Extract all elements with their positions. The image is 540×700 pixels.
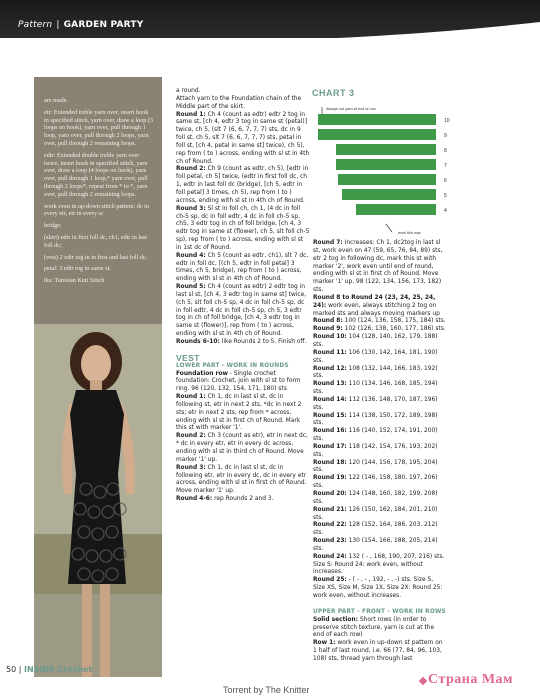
instruction-text: 104 (128, 140, 162, 179, 188) sts. (313, 334, 438, 348)
instruction-lead: Round 22: (313, 522, 347, 529)
instruction-lead: Round 1: (176, 394, 206, 401)
instruction-paragraph (176, 206, 310, 253)
instruction-lead: Round 20: (313, 491, 347, 497)
instruction-paragraph (176, 496, 310, 504)
instruction-text: work even, always stitching 2 tog on marked sts and always moving markers up (313, 302, 440, 317)
abbreviation-item: edtr: Extended double treble yarn over twice, insert hook in specified stitch, yarn over, draw a loop (4 loops on hook), yarn over, pull through 1 loop,* yarn over, pull through 2 loops*, repeat from * to *, yarn over, pull through 2 remaining loops. (44, 151, 148, 198)
chart-row-number: 5 (444, 193, 447, 199)
abbreviation-item: petal: 3 edtr tog in same st. (44, 265, 111, 273)
instruction-text: - Single crochet foundation: Crochet, join with sl st to form ring. 96 (120, 132, 154, 171, 180) sts (176, 370, 301, 393)
instruction-text: rep Rounds 2 and 3. (212, 496, 274, 503)
header-title: GARDEN PARTY (63, 20, 144, 30)
instruction-text: Short rows (in order to preserve stitch texture, yarn is cut at the end of each row) (313, 616, 435, 639)
instruction-lead: Round 2: (176, 433, 206, 440)
instruction-text: Attach yarn to the Foundation chain of the Middle part of the skirt. (176, 95, 302, 110)
instruction-paragraph (176, 433, 310, 464)
instruction-text: Sl st in foll ch, ch 1, (4 dc in foll ch-5 sp, dc in foll edtr, 4 dc in foll ch-5 sp, ch5, 3 edtr tog in ch of foll bridge, [ch 4, 3 edtr tog in same st (flower), ch 5, slt foll ch-5 sp), rep from ( to ) across, ending with sl st in 1st dc of Round. (176, 205, 310, 251)
chart-bar (338, 174, 436, 185)
instruction-lead: Round 3: (176, 464, 206, 471)
chart-row-number: 4 (444, 208, 447, 214)
instruction-text: Ch 4 (count as edtr) edtr 2 tog in same st, [ch 4, edtr 3 tog in same st (petal)] twice, ch 5, (slt 7 (6, 6, 7, 7, 7) sts, dc in 9 foll st, ch 5, slt 7 (6, 6, 7, 7, 7) sts, petal in foll st, [ch 4, petal in same st] twice), ch 5), rep from ( to ) across, ending with sl st in 4th ch of Round. (176, 111, 310, 165)
vest-increase-column (313, 240, 447, 664)
logo-text: Страна Мам (428, 672, 514, 687)
instruction-paragraph (176, 371, 310, 395)
instruction-paragraph (313, 444, 447, 460)
instruction-lead: Round 4-6: (176, 496, 213, 503)
chart-bar (318, 114, 436, 125)
instruction-text: - ( - , - , 192, - , -) sts. Size S, Size XS, Size M, Size 1X, Size 2X: Round 25: work even, without increases. (313, 577, 443, 599)
abbreviations-list (44, 97, 154, 289)
instruction-lead: Round 8 to Round 24 (23, 24, 25, 24, 24): (313, 294, 436, 309)
instruction-lead: Round 12: (313, 365, 347, 372)
chart-row-number: 10 (444, 118, 450, 124)
instruction-lead: Round 16: (313, 428, 347, 435)
instruction-text: 116 (140, 152, 174, 191, 200) sts. (313, 428, 438, 443)
instruction-paragraph (313, 475, 447, 491)
instruction-lead: Round 15: (313, 412, 347, 419)
model-illustration (34, 324, 162, 677)
instruction-text: 102 (126, 138, 160, 177, 186) sts. (342, 326, 446, 333)
instruction-text: 132 ( - , 168, 190, 207, 216) sts. (346, 553, 445, 560)
instruction-paragraph (176, 96, 310, 112)
instruction-text: 106 (130, 142, 164, 181, 190) sts. (313, 349, 438, 364)
model-photo (34, 324, 162, 677)
instruction-lead: Round 24: (313, 553, 347, 560)
instruction-lead: Round 3: (176, 205, 206, 212)
instruction-paragraph (313, 522, 447, 538)
section-tag (18, 20, 143, 30)
instruction-lead: Round 23: (313, 538, 347, 545)
instruction-text: 110 (134, 146, 168, 185, 194) sts. (313, 381, 438, 396)
instruction-paragraph (313, 350, 447, 366)
instruction-text: 122 (146, 158, 180, 197, 206) sts. (313, 475, 438, 490)
instruction-paragraph (313, 577, 447, 601)
chart-bottom-label: work this way (398, 231, 421, 234)
vest-subtitle: LOWER PART - WORK IN ROUNDS (176, 362, 289, 369)
skirt-instructions (176, 88, 310, 347)
page-number: 50 (6, 665, 17, 674)
instruction-text: Ch 3 (count as etr), etr in next dc, * dc in every etr, etr in every dc across, ending with sl st in third ch of Round. Move marker '1' up. (176, 433, 308, 463)
instruction-text: like Rounds 2 to 5. Finish off. (219, 339, 307, 345)
chart-bar (336, 144, 436, 155)
watermark-text: Torrent by The Knitter (223, 685, 310, 695)
instruction-paragraph (313, 554, 447, 562)
instruction-lead: Round 25: (313, 577, 347, 584)
chart-row-number: 8 (444, 148, 447, 154)
header-band (0, 0, 540, 38)
instruction-lead: Round 7: (313, 240, 343, 246)
instruction-text: 100 (124, 136, 158, 175, 184) sts. (342, 318, 446, 325)
magazine-name: INSIDE Crochet (23, 665, 93, 674)
instruction-text: 130 (154, 166, 188, 205, 214) sts. (313, 538, 438, 552)
instruction-text: Ch 5 (count as edtr, ch1), slt 7 dc, edtr in foll dc, [(ch 5, edtr in foll petal] 3 times, ch 5, bridge), rep from ( to ) across, ending with sl st in 4th ch of Round. (176, 252, 309, 283)
abbreviation-item: (skirt) edtr in first foll dc, ch1, edtr in last foll dc; (44, 233, 147, 249)
increase-instructions (313, 240, 447, 601)
instruction-paragraph (176, 112, 310, 167)
chart-bar (342, 189, 436, 200)
instruction-text: work even in up-down st pattern on 1 half of last round, i.e. 66 (77, 84, 96, 103, 108) sts, thread yarn through last (313, 640, 443, 662)
instruction-text: 120 (144, 156, 178, 195, 204) sts. (313, 459, 438, 474)
instruction-lead: Round 13: (313, 381, 347, 388)
instruction-paragraph (313, 397, 447, 413)
instruction-lead: Row 1: (313, 640, 336, 647)
instruction-lead: Round 21: (313, 506, 347, 513)
instruction-text: Ch 1, dc in last sl st, dc in following etr, etr in every dc, dc in every etr across, ending with sl st in first ch of Round. Move marker '1' up. (176, 464, 307, 495)
instruction-text: 126 (150, 162, 184, 201, 210) sts. (313, 506, 438, 521)
skirt-instructions-column (176, 88, 310, 504)
chart-bottom-arrow (386, 224, 392, 232)
instruction-lead: Solid section: (313, 616, 359, 623)
abbreviations-panel (34, 77, 162, 677)
chart-row-number: 6 (444, 178, 447, 184)
instruction-paragraph (176, 465, 310, 496)
instruction-lead: Round 17: (313, 443, 347, 450)
page-footer (6, 665, 92, 674)
instruction-paragraph (176, 253, 310, 284)
instruction-lead: Round 18: (313, 459, 347, 466)
instruction-paragraph (313, 326, 447, 334)
instruction-lead: Round 10: (313, 334, 347, 341)
instruction-paragraph (176, 166, 310, 205)
instruction-paragraph (313, 507, 447, 523)
instruction-paragraph (176, 339, 310, 347)
vest-instructions (176, 371, 310, 504)
instruction-text: 128 (152, 164, 186, 203, 212) sts. (313, 522, 438, 537)
instruction-paragraph (313, 640, 447, 664)
chart-3 (312, 88, 452, 236)
abbreviation-item: tks: Tunisian Knit Stitch (44, 277, 105, 285)
instruction-lead: Rounds 6-10: (176, 339, 220, 345)
instruction-text: Ch 9 (count as edtr, ch 5), [edtr in foll petal, ch 5] twice, (edtr in first foll dc, ch 1, edtr in last foll dc (bridge), [ch 5, edtr in foll petal] 3 times, ch 5), rep from ( to ) across, ending with sl st in 4th ch of Round. (176, 166, 309, 204)
instruction-text: Increases: Ch 1, dc2tog in last sl st, work even on 47 (59, 65, 76, 84, 89) sts, etr 2 tog in following dc, mark this st with marker '2', work even until end of round, ending with sl st in first ch of Round. Move marker '1' up. 98 (122, 134, 156, 173, 182) sts. (313, 240, 443, 294)
instruction-paragraph (313, 562, 447, 578)
chart-bar (318, 129, 436, 140)
instruction-paragraph (313, 334, 447, 350)
instruction-paragraph (176, 284, 310, 339)
abbreviation-item: are made. (44, 97, 69, 104)
instruction-paragraph (176, 88, 310, 96)
instruction-lead: Round 9: (313, 326, 343, 333)
instruction-paragraph (176, 394, 310, 433)
instruction-lead: Foundation row (176, 370, 228, 377)
instruction-text: 118 (142, 154, 176, 193, 202) sts. (313, 443, 438, 458)
instruction-text: 108 (132, 144, 166, 183, 192) sts. (313, 365, 438, 380)
instruction-paragraph (313, 617, 447, 641)
instruction-paragraph (313, 381, 447, 397)
chart-diagram (312, 104, 452, 234)
chart-row-number: 9 (444, 133, 447, 139)
chart-row-number: 7 (444, 163, 447, 169)
instruction-paragraph (313, 413, 447, 429)
page-header (0, 0, 540, 40)
footer-divider: | (18, 665, 22, 674)
chart-title: CHART 3 (312, 88, 355, 98)
upper-part-instructions (313, 617, 447, 664)
instruction-lead: Round 19: (313, 475, 347, 482)
instruction-lead: Round 14: (313, 396, 347, 403)
vest-title: VEST (176, 352, 200, 363)
instruction-text: a round. (176, 88, 201, 94)
instruction-text: Ch 1, dc in last sl st, dc in following st, etr in next 2 sts, *dc in next 2 sts; etr in next 2 sts, rep from * across, ending with sl st in first ch of Round. Mark this st with marker '1'. (176, 394, 302, 432)
instruction-paragraph (313, 295, 447, 319)
instruction-paragraph (313, 318, 447, 326)
header-divider: | (56, 20, 60, 30)
instruction-paragraph (313, 460, 447, 476)
instruction-lead: Round 5: (176, 284, 206, 291)
instruction-text: 114 (138, 150, 172, 189, 198) sts. (313, 412, 438, 427)
instruction-paragraph (313, 491, 447, 507)
instruction-lead: Round 8: (313, 318, 343, 325)
instruction-text: Ch 4 (count as edtr) 2 edtr tog in last sl st, [ch 4, 3 edtr tog in same st] twice, (ch 5, slt foll ch-5 sp, 4 dc in foll ch-5 sp, dc in foll edtr, 4 dc in foll ch-5 sp, ch 5, 3 edtr tog in ch of foll bridge, [ch 4, 3 edtr tog in same st (flower)], rep from ( to ) across, ending with sl st in 4th ch of Round. (176, 284, 307, 338)
chart-bar (356, 204, 436, 215)
instruction-lead: Round 4: (176, 252, 206, 259)
instruction-paragraph (313, 538, 447, 554)
instruction-lead: Round 1: (176, 111, 206, 118)
chart-bar (336, 159, 436, 170)
abbreviation-item: etr: Extended treble yarn over, insert hook in specified stitch, yarn over, draw a loop (3 loops on hook), yarn over, pull through 1 loop, yarn over, pull through 2 loops, yarn over, pull through 2 remaining loops. (44, 108, 154, 147)
instruction-paragraph (313, 428, 447, 444)
abbreviation-item: (vest) 2 edtr tog in in first and last foll dc. (44, 253, 148, 261)
chart-top-label: Always cut yarn at end of row (326, 107, 376, 111)
heart-icon (419, 677, 427, 685)
abbreviation-item: bridge: (44, 222, 62, 230)
instruction-text: 124 (148, 160, 182, 199, 208) sts. (313, 491, 438, 505)
site-logo[interactable] (420, 670, 538, 700)
instruction-text: 112 (136, 148, 170, 187, 196) sts. (313, 396, 438, 411)
pattern-label: Pattern (18, 20, 53, 30)
instruction-lead: Round 2: (176, 166, 206, 173)
instruction-text: Size S: Round 24: work even, without increases. (313, 561, 423, 576)
instruction-lead: Round 11: (313, 349, 347, 356)
instruction-paragraph (313, 366, 447, 382)
instruction-paragraph (313, 240, 447, 295)
upper-part-title: UPPER PART - FRONT - WORK IN ROWS (313, 608, 446, 615)
abbreviation-item: work even in up-down stitch pattern: dc in every etr, etr in every sc (44, 202, 149, 218)
